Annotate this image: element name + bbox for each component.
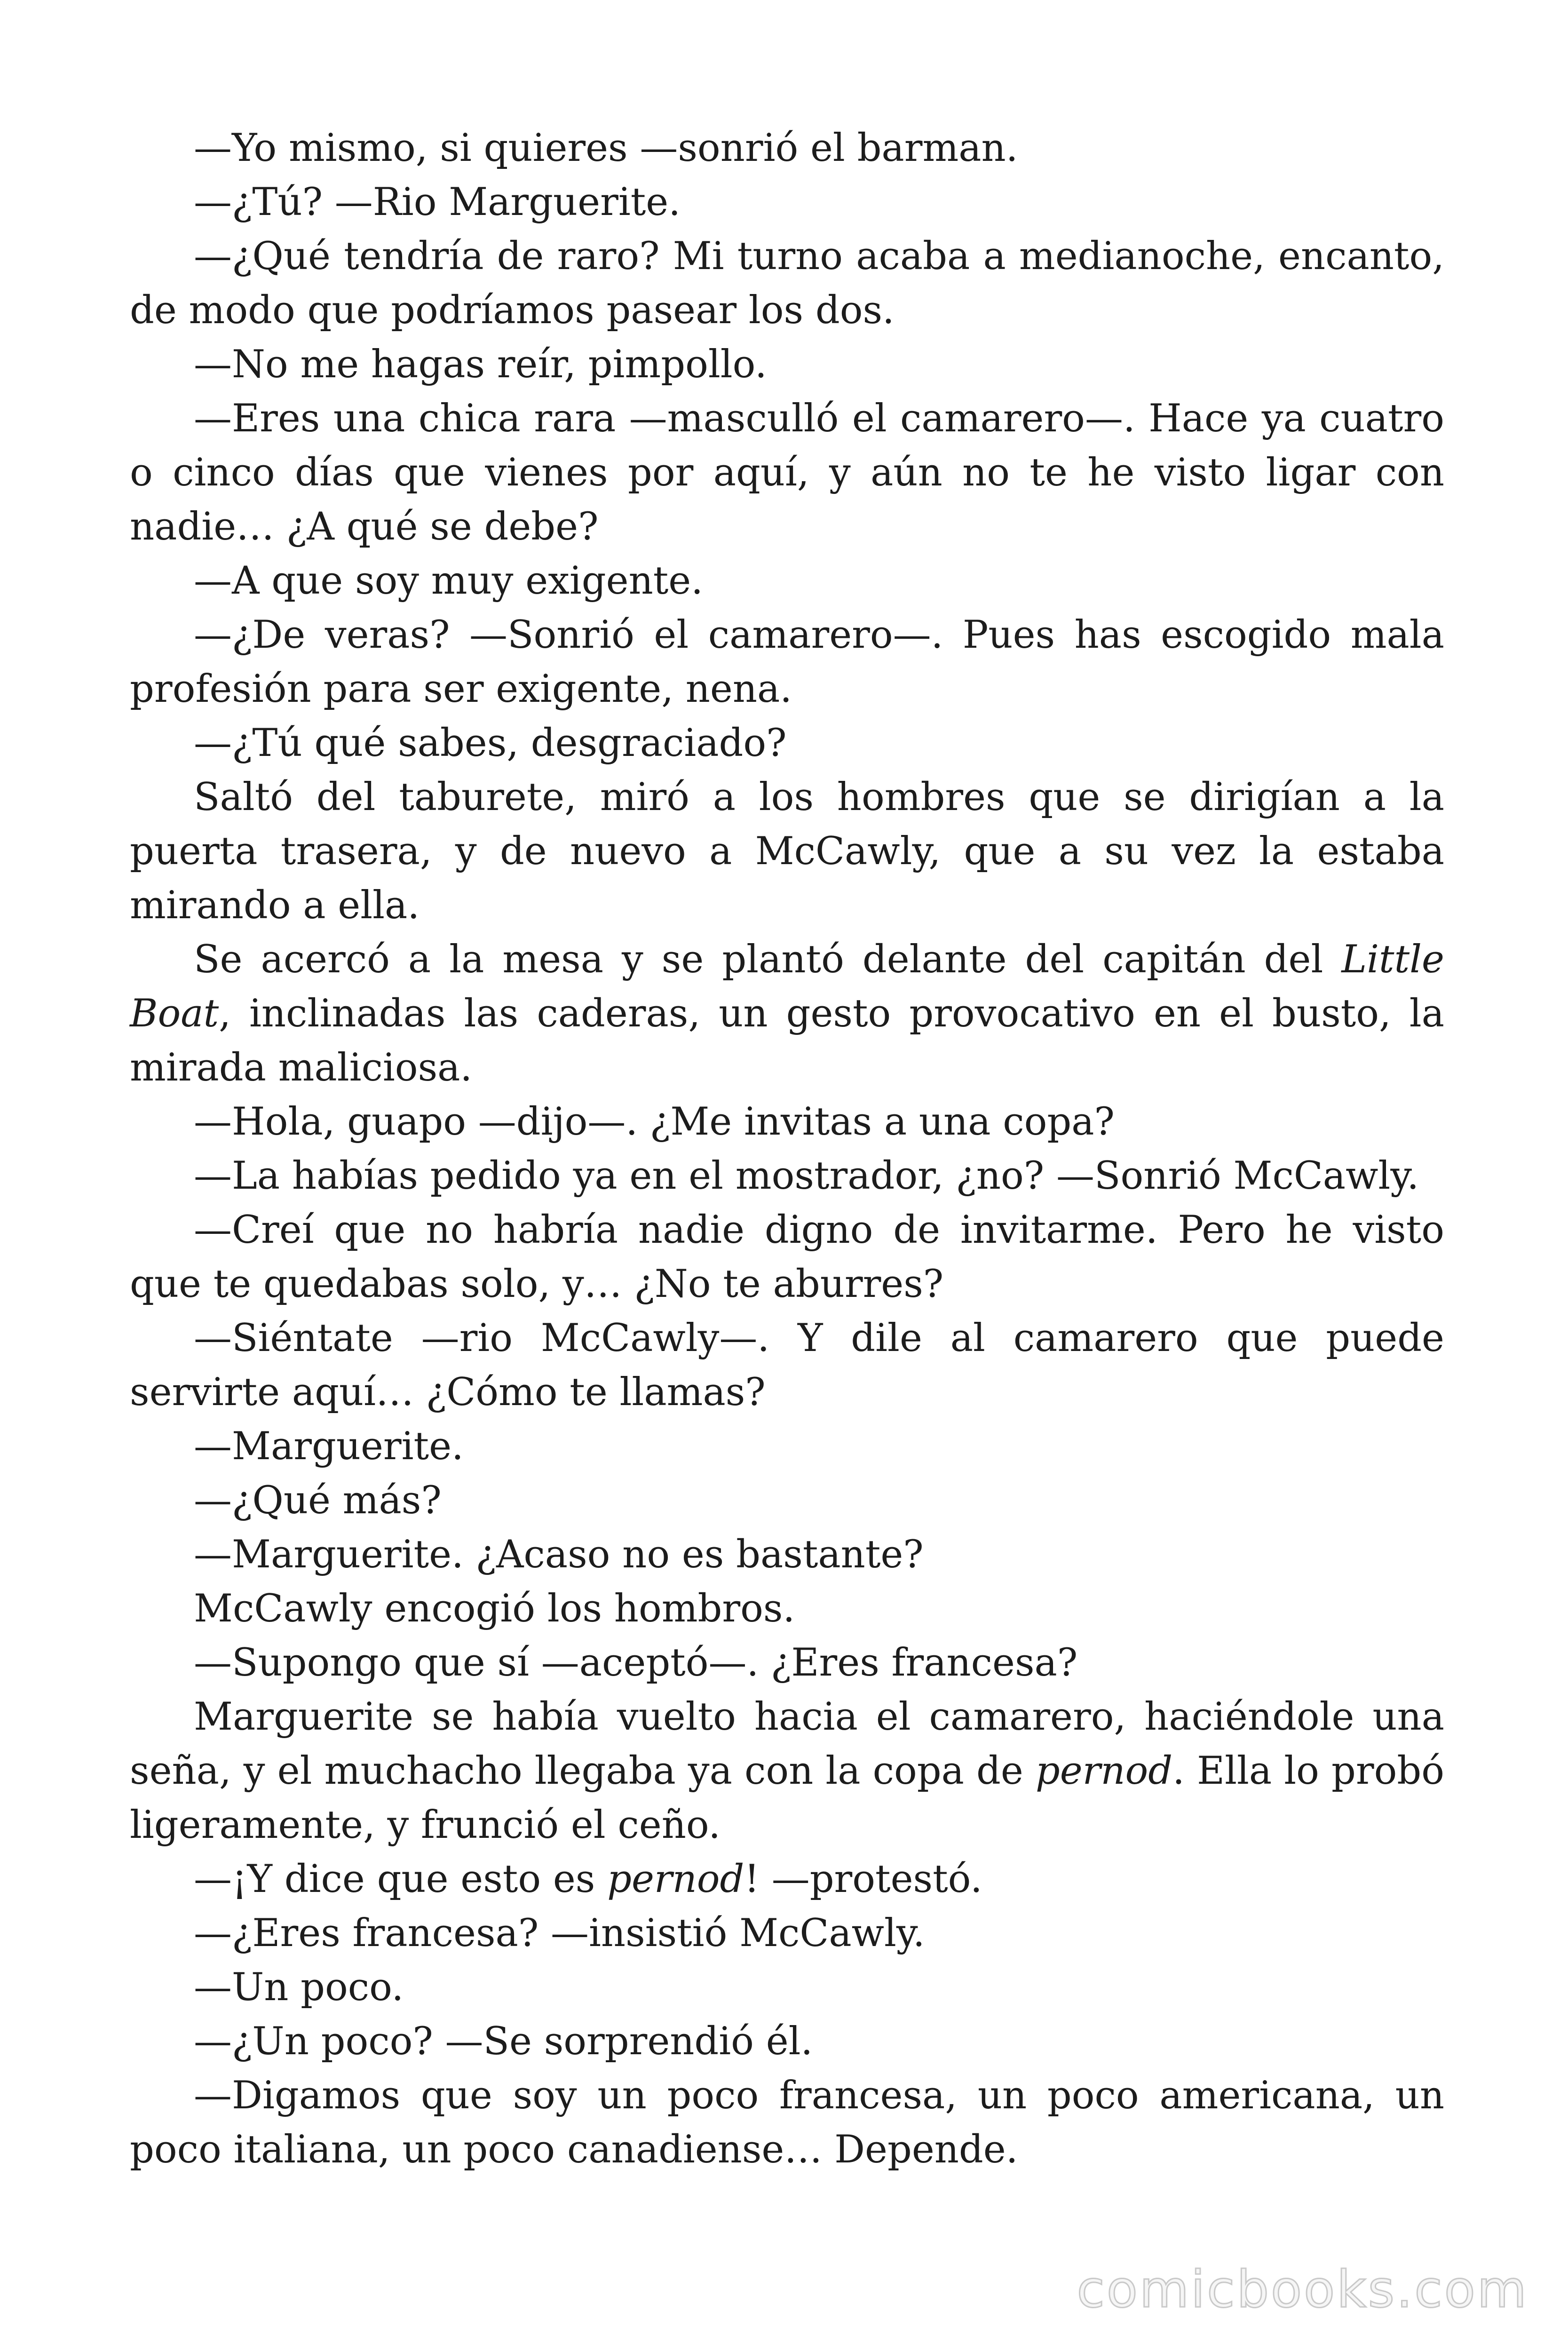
paragraph bbox=[130, 1690, 1444, 1852]
paragraph bbox=[130, 1852, 1444, 1907]
paragraph: —¿Un poco? —Se sorprendió él. bbox=[194, 2019, 813, 2064]
paragraph: —Hola, guapo —dijo—. ¿Me invitas a una copa? bbox=[194, 1100, 1115, 1144]
paragraph-text: —¡Y dice que esto es bbox=[194, 1857, 608, 1901]
paragraph: —Eres una chica rara —masculló el camarero—. Hace ya cuatro o cinco días que vienes por aquí, y aún no te he visto ligar con nadie… ¿A qué se debe? bbox=[130, 397, 1444, 549]
paragraph bbox=[130, 933, 1444, 1095]
paragraph-text: ! —protestó. bbox=[744, 1857, 982, 1901]
paragraph: —¿Tú qué sabes, desgraciado? bbox=[194, 721, 787, 765]
paragraph: —Digamos que soy un poco francesa, un poco americana, un poco italiana, un poco canadiense… Depende. bbox=[130, 2074, 1444, 2172]
page-text bbox=[130, 121, 1444, 2177]
paragraph: —Marguerite. bbox=[194, 1424, 464, 1469]
paragraph: —Yo mismo, si quieres —sonrió el barman. bbox=[194, 126, 1018, 170]
paragraph: —¿Eres francesa? —insistió McCawly. bbox=[194, 1911, 925, 1955]
paragraph-text: Se acercó a la mesa y se plantó delante del capitán del bbox=[194, 938, 1342, 982]
paragraph: —¿Qué tendría de raro? Mi turno acaba a medianoche, encanto, de modo que podríamos pasear los dos. bbox=[130, 234, 1444, 333]
paragraph: —A que soy muy exigente. bbox=[194, 559, 703, 603]
paragraph: —No me hagas reír, pimpollo. bbox=[194, 342, 767, 387]
paragraph-text: Marguerite se había vuelto hacia el camarero, haciéndole una seña, y el muchacho llegaba ya con la copa de bbox=[130, 1695, 1444, 1793]
watermark: comicbooks.com bbox=[1077, 2260, 1528, 2319]
paragraph: —Supongo que sí —aceptó—. ¿Eres francesa? bbox=[194, 1641, 1078, 1685]
paragraph: —Un poco. bbox=[194, 1965, 404, 2010]
italic-word: pernod bbox=[1035, 1749, 1173, 1793]
paragraph: —La habías pedido ya en el mostrador, ¿no? —Sonrió McCawly. bbox=[194, 1154, 1419, 1198]
italic-title: Little Boat bbox=[130, 938, 1444, 1036]
paragraph: —Siéntate —rio McCawly—. Y dile al camarero que puede servirte aquí… ¿Cómo te llamas? bbox=[130, 1316, 1444, 1414]
paragraph: —Marguerite. ¿Acaso no es bastante? bbox=[194, 1533, 924, 1577]
paragraph: —¿Tú? —Rio Marguerite. bbox=[194, 180, 681, 224]
paragraph: —Creí que no habría nadie digno de invitarme. Pero he visto que te quedabas solo, y… ¿No te aburres? bbox=[130, 1208, 1444, 1306]
paragraph: —¿De veras? —Sonrió el camarero—. Pues has escogido mala profesión para ser exigente, nena. bbox=[130, 613, 1444, 711]
paragraph: —¿Qué más? bbox=[194, 1478, 442, 1523]
paragraph-text: . Ella lo probó ligeramente, y frunció el ceño. bbox=[130, 1749, 1444, 1847]
paragraph: McCawly encogió los hombros. bbox=[194, 1587, 795, 1631]
paragraph-text: , inclinadas las caderas, un gesto provocativo en el busto, la mirada maliciosa. bbox=[130, 992, 1444, 1090]
paragraph: Saltó del taburete, miró a los hombres que se dirigían a la puerta trasera, y de nuevo a McCawly, que a su vez la estaba mirando a ella. bbox=[130, 775, 1444, 928]
italic-word: pernod bbox=[607, 1857, 744, 1901]
